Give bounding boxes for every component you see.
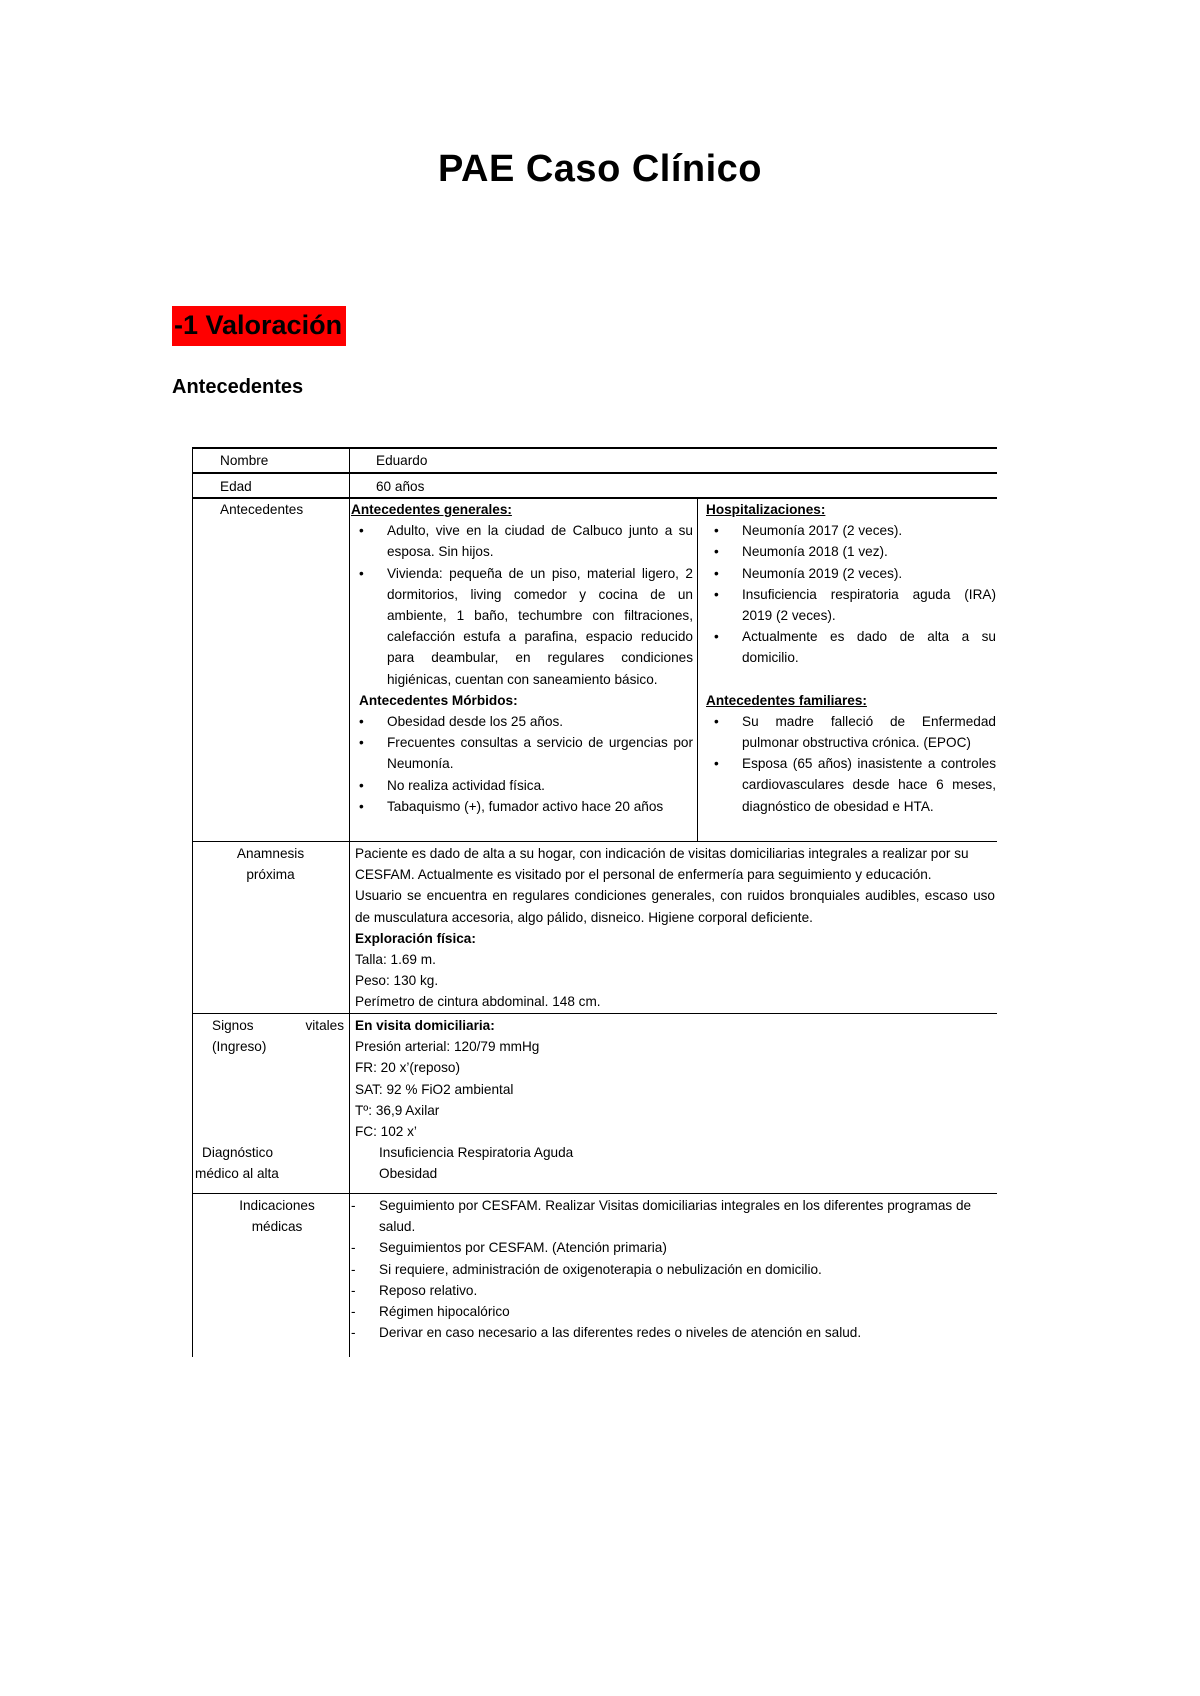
exploracion-title: Exploración física:	[355, 930, 476, 946]
antecedentes-generales	[351, 499, 693, 817]
signos-label-1: Signos	[212, 1018, 254, 1033]
diagnostico-label-2: médico al alta	[195, 1166, 279, 1182]
talla: Talla: 1.69 m.	[355, 952, 436, 968]
signos-label-2: vitales	[305, 1018, 344, 1033]
list-item: - Reposo relativo.	[351, 1280, 995, 1301]
rule-col-split	[697, 497, 698, 841]
signos-title: En visita domiciliaria:	[355, 1018, 495, 1033]
page-title: PAE Caso Clínico	[437, 148, 763, 190]
edad-value: 60 años	[376, 479, 425, 494]
familiares-title: Antecedentes familiares:	[706, 692, 867, 708]
list-item: - Seguimientos por CESFAM. (Atención primaria)	[351, 1237, 995, 1258]
subheading: Antecedentes	[172, 376, 304, 398]
anamnesis-label-line2: próxima	[246, 867, 295, 883]
nombre-label: Nombre	[220, 453, 269, 468]
list-item: • Insuficiencia respiratoria aguda (IRA) 2019 (2 veces).	[706, 584, 996, 626]
signo-item: FR: 20 x’(reposo)	[355, 1060, 461, 1076]
anamnesis-text-2: Usuario se encuentra en regulares condiciones generales, con ruidos bronquiales audibles, escaso uso de musculatura accesoria, algo pálido, disneico. Higiene corporal deficiente.	[355, 888, 995, 925]
perimetro: Perímetro de cintura abdominal. 148 cm.	[355, 994, 601, 1010]
list-item: • Vivienda: pequeña de un piso, material ligero, 2 dormitorios, living comedor y cocina de un ambiente, 1 baño, techumbre con filtraciones, calefacción estufa a parafina, espacio reducido para deambular, en regulares condiciones higiénicas, cuentan con saneamiento básico.	[351, 563, 693, 690]
signo-item: Presión arterial: 120/79 mmHg	[355, 1039, 540, 1055]
rule-nombre	[192, 472, 997, 474]
diagnostico-content	[379, 1142, 979, 1184]
signo-item: SAT: 92 % FiO2 ambiental	[355, 1081, 514, 1097]
rule-anamnesis	[192, 1013, 997, 1014]
list-item: • Frecuentes consultas a servicio de urgencias por Neumonía.	[351, 732, 693, 774]
rule-top	[192, 447, 997, 449]
rule-antecedentes	[192, 841, 997, 842]
generales-title: Antecedentes generales:	[351, 502, 512, 517]
hosp-list	[706, 520, 996, 668]
diagnostico-item: Obesidad	[379, 1166, 438, 1182]
generales-list	[351, 520, 693, 690]
morbidos-list	[351, 711, 693, 817]
hosp-title: Hospitalizaciones:	[706, 502, 826, 517]
list-item: • No realiza actividad física.	[351, 775, 693, 796]
list-item: • Actualmente es dado de alta a su domicilio.	[706, 626, 996, 668]
list-item: - Derivar en caso necesario a las diferentes redes o niveles de atención en salud.	[351, 1322, 995, 1343]
anamnesis-content	[355, 843, 995, 1013]
signos-label-3: (Ingreso)	[212, 1039, 267, 1055]
list-item: - Régimen hipocalórico	[351, 1301, 995, 1322]
indicaciones-label-2: médicas	[251, 1219, 303, 1235]
morbidos-title: Antecedentes Mórbidos:	[359, 692, 518, 708]
list-item: • Esposa (65 años) inasistente a controles cardiovasculares desde hace 6 meses, diagnóstico de obesidad e HTA.	[706, 753, 996, 817]
nombre-value: Eduardo	[376, 453, 428, 468]
antecedentes-hospitalizaciones	[706, 499, 996, 817]
diagnostico-label	[195, 1142, 345, 1184]
list-item: • Neumonía 2017 (2 veces).	[706, 520, 996, 541]
list-item: • Obesidad desde los 25 años.	[351, 711, 693, 732]
peso: Peso: 130 kg.	[355, 973, 439, 989]
antecedentes-label: Antecedentes	[220, 502, 304, 517]
signos-content	[355, 1015, 995, 1142]
rule-left	[192, 447, 193, 1357]
indicaciones-list	[351, 1195, 995, 1343]
anamnesis-label-line1: Anamnesis	[236, 846, 305, 861]
list-item: - Seguimiento por CESFAM. Realizar Visitas domiciliarias integrales en los diferentes programas de salud.	[351, 1195, 995, 1237]
indicaciones-label-1: Indicaciones	[239, 1198, 315, 1213]
signos-label	[212, 1015, 344, 1057]
list-item: • Adulto, vive en la ciudad de Calbuco junto a su esposa. Sin hijos.	[351, 520, 693, 562]
indicaciones-content	[351, 1195, 995, 1343]
rule-signos	[192, 1193, 997, 1194]
indicaciones-label	[202, 1195, 352, 1237]
diagnostico-item: Insuficiencia Respiratoria Aguda	[379, 1145, 574, 1160]
anamnesis-label	[192, 843, 349, 885]
edad-label: Edad	[220, 479, 252, 494]
familiares-list	[706, 711, 996, 817]
list-item: • Su madre falleció de Enfermedad pulmonar obstructiva crónica. (EPOC)	[706, 711, 996, 753]
section-heading: -1 Valoración	[172, 306, 346, 346]
signo-item: Tº: 36,9 Axilar	[355, 1102, 440, 1118]
clinical-table	[192, 447, 997, 1357]
anamnesis-text-1: Paciente es dado de alta a su hogar, con indicación de visitas domiciliarias integrales a realizar por su CESFAM. Actualmente es visitado por el personal de enfermería para seguimiento y educación.	[355, 846, 969, 883]
signo-item: FC: 102 x’	[355, 1124, 417, 1140]
diagnostico-label-1: Diagnóstico	[202, 1145, 274, 1160]
list-item: • Neumonía 2018 (1 vez).	[706, 541, 996, 562]
list-item: • Neumonía 2019 (2 veces).	[706, 563, 996, 584]
list-item: - Si requiere, administración de oxigenoterapia o nebulización en domicilio.	[351, 1259, 995, 1280]
list-item: • Tabaquismo (+), fumador activo hace 20 años	[351, 796, 693, 817]
